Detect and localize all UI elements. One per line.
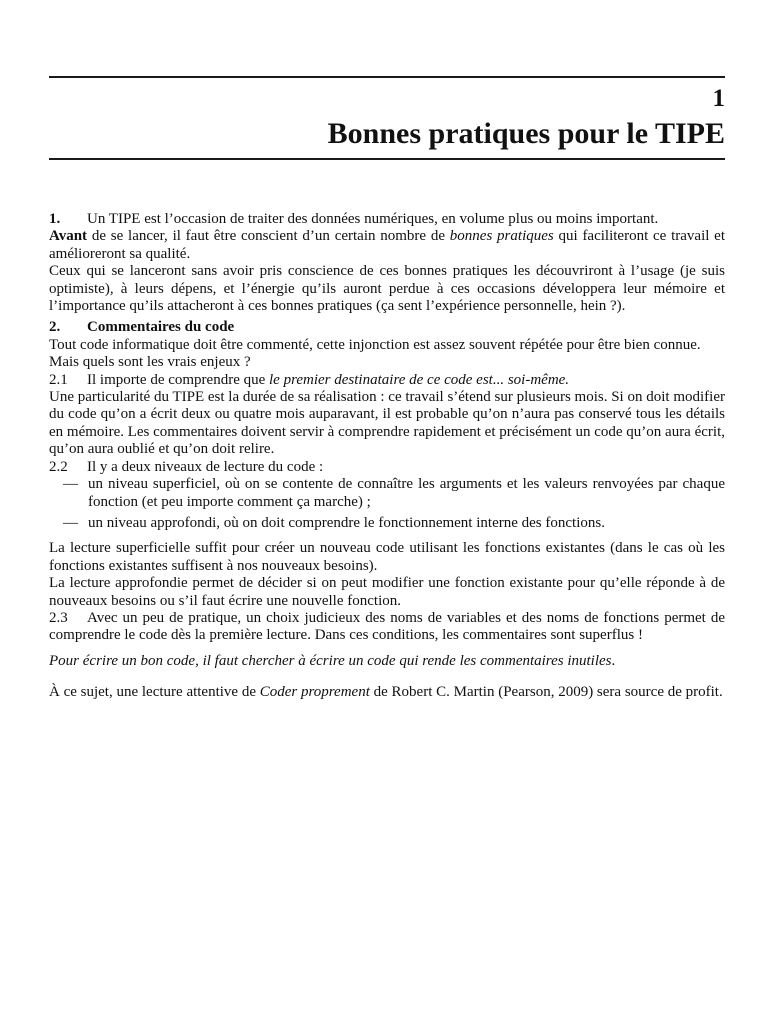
section-1-paragraph-3: Ceux qui se lanceront sans avoir pris conscience de ces bonnes pratiques les découvriront à l’usage (je suis optimiste), à leurs dépens, et l’énergie qu’ils auront perdue à ces occasions développera leur mémoire et l’importance qu’ils attacheront à ces bonnes pratiques (ça sent l’expérience personnelle, hein ?). [49, 263, 725, 315]
list-item: — un niveau superficiel, où on se contente de connaître les arguments et les valeurs renvoyées par chaque fonction (et peu importe comment ça marche) ; [63, 476, 725, 510]
bonnes-pratiques-emphasis: bonnes pratiques [449, 228, 554, 245]
reading-levels-list [49, 476, 725, 532]
section-2-paragraph-2: Mais quels sont les vrais enjeux ? [49, 354, 251, 371]
document-body [49, 211, 725, 702]
section-1-number: 1. [49, 211, 61, 227]
book-title: Coder proprement [259, 684, 370, 701]
chapter-title: Bonnes pratiques pour le TIPE [327, 117, 725, 150]
reference-paragraph: À ce sujet, une lecture attentive de Coder proprement de Robert C. Martin (Pearson, 2009) sera source de profit. [49, 684, 723, 701]
section-2-paragraph-1: Tout code informatique doit être commenté, cette injonction est assez souvent répétée pour être bien connue. [49, 336, 701, 353]
premier-destinataire-emphasis: le premier destinataire de ce code est... soi-même. [269, 371, 570, 388]
section-2-number: 2. [49, 319, 61, 336]
dash-marker: — [63, 476, 78, 493]
motto: Pour écrire un bon code, il faut chercher à écrire un code qui rende les commentaires inutiles. [49, 652, 616, 669]
section-2-heading [49, 319, 725, 336]
section-1-paragraph-1: 1. Un TIPE est l’occasion de traiter des données numériques, en volume plus ou moins important. [49, 211, 659, 227]
subsection-2-3: 2.3 Avec un peu de pratique, un choix judicieux des noms de variables et des noms de fonctions permet de comprendre le code dès la première lecture. Dans ces conditions, les commentaires sont superflus ! [49, 609, 725, 644]
list-item: — un niveau approfondi, où on doit comprendre le fonctionnement interne des fonctions. [63, 514, 605, 531]
section-2-paragraph-3: La lecture superficielle suffit pour créer un nouveau code utilisant les fonctions existantes (dans le cas où les fonctions existantes suffisent à nos nouveaux besoins). [49, 540, 725, 574]
section-2-paragraph-4: La lecture approfondie permet de décider si on peut modifier une fonction existante pour qu’elle réponde à de nouveaux besoins ou s’il faut écrire une nouvelle fonction. [49, 575, 725, 609]
subsection-2-2-number: 2.2 [49, 458, 68, 475]
section-2-title: Commentaires du code [87, 319, 235, 336]
subsection-2-1-number: 2.1 [49, 371, 68, 388]
header-rule-bottom [49, 158, 725, 160]
section-1-paragraph-2: Avant de se lancer, il faut être conscient d’un certain nombre de bonnes pratiques qui faciliteront ce travail et amélioreront sa qualité. [49, 228, 726, 262]
header-rule-top [49, 76, 725, 78]
subsection-2-1-body: Une particularité du TIPE est la durée de sa réalisation : ce travail s’étend sur plusieurs mois. Si on doit modifier du code qu’on a écrit deux ou quatre mois auparavant, il est probable qu’on n’aura pas conservé tous les détails en mémoire. Les commentaires doivent servir à comprendre rapidement et précisément un code qu’on aura écrit, qu’on aura oublié et qu’on doit relire. [49, 389, 725, 458]
subsection-2-1: 2.1 Il importe de comprendre que le premier destinataire de ce code est... soi-même. [49, 371, 570, 388]
chapter-number: 1 [712, 85, 725, 112]
subsection-2-3-number: 2.3 [49, 609, 68, 626]
dash-marker: — [63, 514, 78, 531]
subsection-2-2: 2.2 Il y a deux niveaux de lecture du code : [49, 458, 324, 475]
